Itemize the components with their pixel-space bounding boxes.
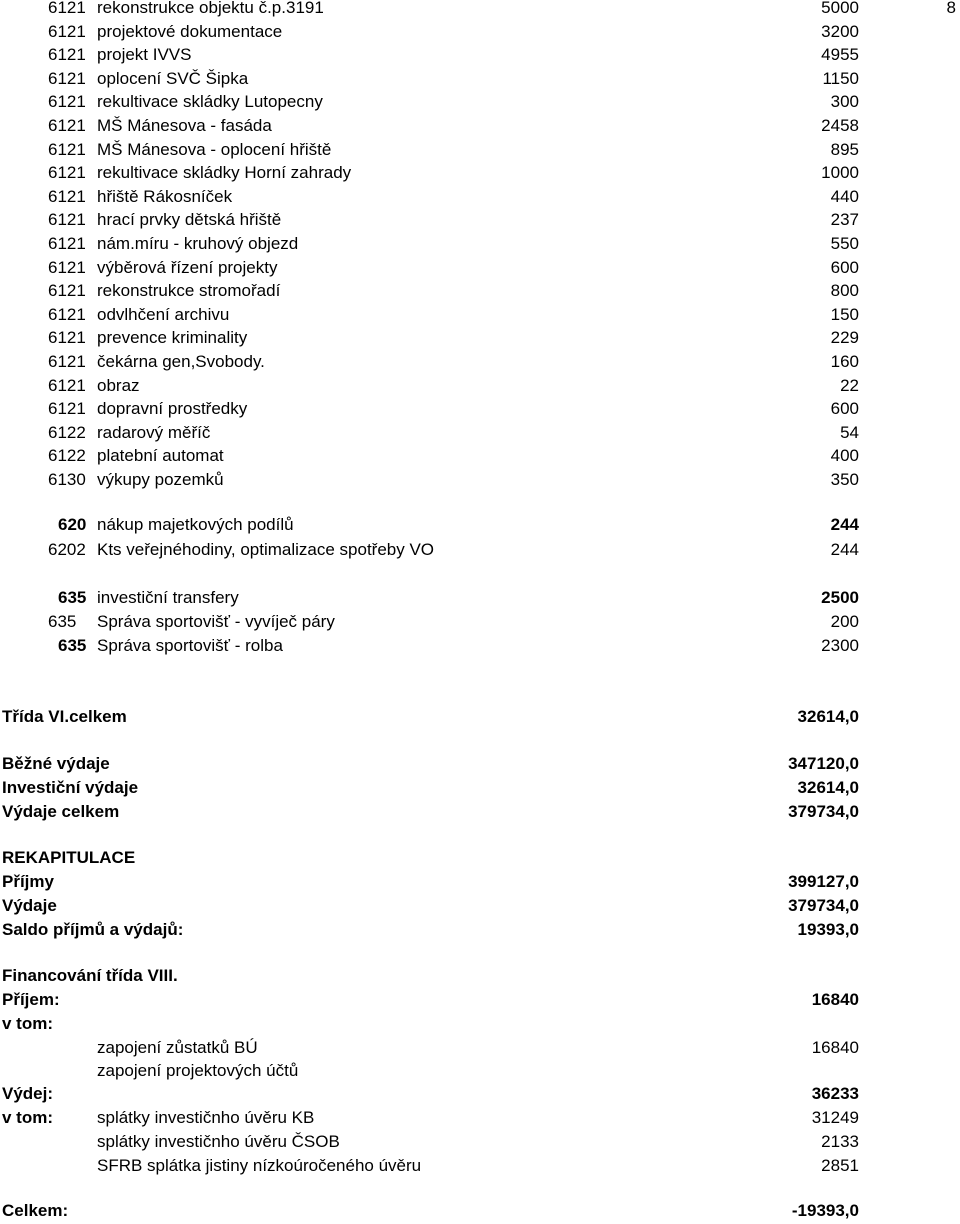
row-amount: 1150 (822, 68, 859, 88)
row-code: 620 (58, 515, 87, 534)
item-row (0, 232, 960, 255)
row-label: Kts veřejnéhodiny, optimalizace spotřeby VO (97, 540, 435, 559)
recap-amount: 379734,0 (788, 896, 859, 915)
row-amount: 2133 (821, 1132, 859, 1151)
row-amount: 1000 (821, 163, 859, 183)
row-label: zapojení zůstatků BÚ (97, 1038, 258, 1057)
row-amount: 150 (830, 304, 859, 324)
total-label: Třída VI.celkem (2, 707, 127, 726)
section-title: Financování třída VIII. (2, 966, 178, 985)
recap-title-row (0, 846, 960, 869)
group-635-item-row (0, 634, 960, 657)
financing-expense-item-row (0, 1154, 960, 1177)
recap-label: Saldo příjmů a výdajů: (2, 920, 184, 939)
group-620-head-row (0, 513, 960, 536)
row-label: radarový měříč (97, 422, 211, 442)
row-code: 6121 (48, 210, 86, 230)
item-row (0, 138, 960, 161)
row-amount: 160 (830, 352, 859, 371)
financing-title-row (0, 964, 960, 987)
recap-amount: 19393,0 (797, 920, 859, 939)
item-row (0, 208, 960, 231)
financing-of-which-row (0, 1012, 960, 1035)
row-code: 6121 (48, 234, 86, 253)
row-amount: 16840 (811, 1038, 859, 1057)
row-code: 6121 (48, 68, 86, 88)
row-code: 6121 (48, 21, 86, 41)
item-row (0, 0, 960, 19)
recap-income-row (0, 870, 960, 893)
item-row (0, 256, 960, 279)
item-row (0, 374, 960, 397)
group-620-item-row (0, 538, 960, 561)
recap-label: Příjmy (2, 872, 54, 891)
financing-amount: 36233 (811, 1084, 859, 1103)
financing-label: Výdej: (2, 1084, 54, 1103)
financing-label: Příjem: (2, 990, 60, 1009)
row-label: zapojení projektových účtů (97, 1061, 299, 1080)
group-635-head-row (0, 586, 960, 609)
row-amount: 600 (830, 399, 859, 419)
row-code: 6202 (48, 540, 86, 559)
summary-label: Výdaje celkem (2, 802, 120, 821)
item-row (0, 326, 960, 349)
row-code: 6121 (48, 116, 86, 135)
row-amount: 22 (840, 375, 859, 395)
row-code: 635 (58, 588, 87, 607)
group-635-item-row (0, 610, 960, 633)
row-label: MŠ Mánesova - oplocení hřiště (97, 139, 332, 159)
row-code: 6121 (48, 163, 86, 183)
investment-expenses-row (0, 776, 960, 799)
row-label: projektové dokumentace (97, 21, 283, 41)
row-code: 6130 (48, 470, 86, 489)
row-amount: 4955 (821, 45, 859, 65)
row-amount: 229 (830, 328, 859, 348)
row-amount: 800 (830, 281, 859, 301)
row-label: projekt IVVS (97, 45, 192, 65)
financing-income-item-row (0, 1036, 960, 1059)
item-row (0, 279, 960, 302)
item-row (0, 20, 960, 43)
financing-expense-item-row (0, 1130, 960, 1153)
recap-label: Výdaje (2, 896, 57, 915)
row-label: oplocení SVČ Šipka (97, 68, 249, 88)
class-vi-total-row (0, 705, 960, 728)
item-row (0, 421, 960, 444)
row-code: 635 (48, 612, 77, 631)
row-label: prevence kriminality (97, 328, 248, 348)
row-amount: 550 (830, 234, 859, 253)
row-amount: 31249 (811, 1108, 859, 1127)
item-row (0, 161, 960, 184)
row-label: obraz (97, 375, 140, 395)
item-row (0, 350, 960, 373)
row-label: čekárna gen,Svobody. (97, 352, 265, 371)
section-title: REKAPITULACE (2, 848, 136, 867)
financing-amount: -19393,0 (791, 1201, 859, 1220)
row-label: dopravní prostředky (97, 399, 248, 419)
row-code: 6121 (48, 352, 86, 371)
row-amount: 244 (830, 540, 859, 559)
row-label: nám.míru - kruhový objezd (97, 234, 299, 253)
summary-label: Investiční výdaje (2, 778, 139, 797)
summary-amount: 32614,0 (797, 778, 859, 797)
financing-total-row (0, 1199, 960, 1222)
row-amount: 895 (830, 139, 859, 159)
row-amount: 2851 (821, 1156, 859, 1175)
row-code: 6121 (48, 186, 86, 206)
row-label: Správa sportovišť - vyvíječ páry (97, 612, 335, 631)
row-label: rekultivace skládky Horní zahrady (97, 163, 352, 183)
financing-income-item-row (0, 1059, 960, 1082)
row-code: 6122 (48, 446, 86, 466)
financing-expense-item-row (0, 1106, 960, 1129)
financing-income-row (0, 988, 960, 1011)
row-code: 635 (58, 636, 87, 655)
row-code: 6121 (48, 375, 86, 395)
row-amount: 2300 (821, 636, 859, 655)
row-amount: 237 (830, 210, 859, 230)
row-amount: 300 (830, 92, 859, 112)
row-code: 6121 (48, 281, 86, 301)
financing-label: Celkem: (2, 1201, 69, 1220)
row-label: hřiště Rákosníček (97, 186, 233, 206)
row-extra-value: 8 (946, 0, 956, 17)
total-amount: 32614,0 (797, 707, 859, 726)
row-label: hrací prvky dětská hřiště (97, 210, 282, 230)
row-amount: 5000 (821, 0, 859, 17)
row-amount: 2500 (821, 588, 859, 607)
row-code: 6121 (48, 139, 86, 159)
item-row (0, 468, 960, 491)
financing-amount: 16840 (811, 990, 859, 1009)
row-code: 6121 (48, 304, 86, 324)
item-row (0, 303, 960, 326)
row-label: investiční transfery (97, 588, 239, 607)
row-amount: 600 (830, 257, 859, 277)
total-expenses-row (0, 800, 960, 823)
item-row (0, 90, 960, 113)
row-label: nákup majetkových podílů (97, 515, 294, 534)
item-row (0, 444, 960, 467)
item-row (0, 43, 960, 66)
row-label: splátky investičnho úvěru ČSOB (97, 1132, 340, 1151)
item-row (0, 67, 960, 90)
summary-label: Běžné výdaje (2, 754, 110, 773)
row-code: 6121 (48, 0, 86, 17)
recap-amount: 399127,0 (788, 872, 859, 891)
row-code: 6121 (48, 45, 86, 65)
item-row (0, 185, 960, 208)
row-label: výkupy pozemků (97, 470, 224, 489)
row-label: MŠ Mánesova - fasáda (97, 116, 272, 135)
recap-balance-row (0, 918, 960, 941)
row-code: 6121 (48, 328, 86, 348)
recap-expenses-row (0, 894, 960, 917)
row-code: 6122 (48, 422, 86, 442)
row-label: Správa sportovišť - rolba (97, 636, 283, 655)
row-amount: 350 (830, 470, 859, 489)
summary-amount: 347120,0 (788, 754, 859, 773)
row-code: 6121 (48, 399, 86, 419)
row-label: rekonstrukce stromořadí (97, 281, 281, 301)
row-amount: 244 (830, 515, 859, 534)
row-amount: 3200 (821, 21, 859, 41)
row-label: rekultivace skládky Lutopecny (97, 92, 323, 112)
row-label: platební automat (97, 446, 224, 466)
of-which-label: v tom: (2, 1108, 53, 1127)
row-amount: 2458 (821, 116, 859, 135)
row-amount: 54 (840, 422, 859, 442)
row-amount: 200 (830, 612, 859, 631)
row-label: splátky investičnho úvěru KB (97, 1108, 315, 1127)
row-label: odvlhčení archivu (97, 304, 230, 324)
item-row (0, 114, 960, 137)
row-label: výběrová řízení projekty (97, 257, 278, 277)
row-amount: 400 (830, 446, 859, 466)
item-row (0, 397, 960, 420)
row-code: 6121 (48, 257, 86, 277)
financing-expense-row (0, 1082, 960, 1105)
row-amount: 440 (830, 186, 859, 206)
row-label: rekonstrukce objektu č.p.3191 (97, 0, 324, 17)
row-label: SFRB splátka jistiny nízkoúročeného úvěru (97, 1156, 422, 1175)
of-which-label: v tom: (2, 1014, 53, 1033)
summary-amount: 379734,0 (788, 802, 859, 821)
row-code: 6121 (48, 92, 86, 112)
current-expenses-row (0, 752, 960, 775)
